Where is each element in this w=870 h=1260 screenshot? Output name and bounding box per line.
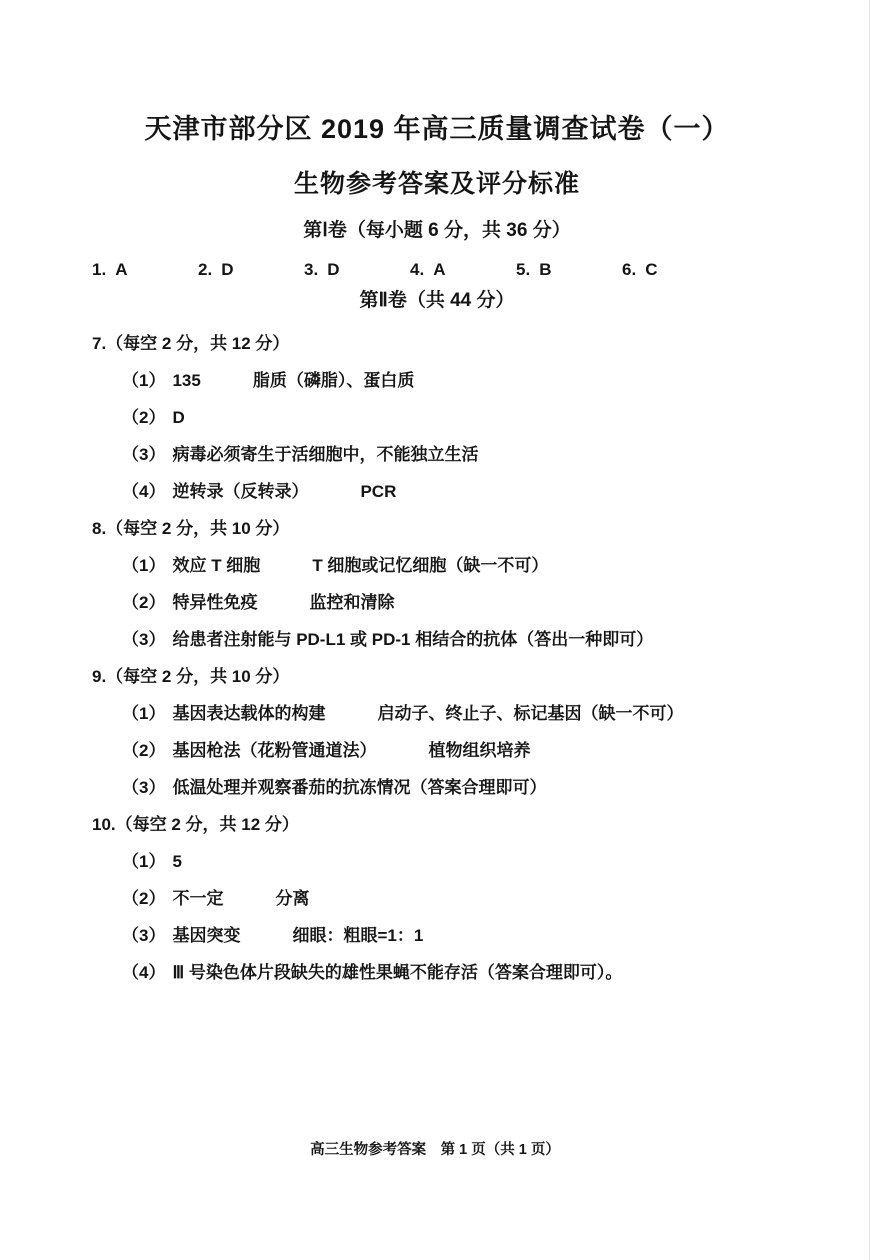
question-block — [92, 517, 782, 651]
mcq-answer — [516, 258, 622, 282]
mcq-choice: A — [115, 260, 128, 279]
answer-line — [122, 887, 782, 910]
answer-blank-label: （3） — [122, 445, 166, 464]
mcq-answer — [410, 258, 516, 282]
answer-blank-label: （1） — [122, 371, 166, 390]
answer-text: 135 — [172, 371, 201, 390]
answer-blank-label: （2） — [122, 741, 166, 760]
mcq-number: 6. — [622, 260, 637, 279]
mcq-number: 3. — [304, 260, 319, 279]
answer-line — [122, 739, 782, 762]
answer-text: 效应 T 细胞 — [172, 556, 261, 575]
mcq-answer — [304, 258, 410, 282]
question-header: 9.（每空 2 分，共 10 分） — [92, 667, 290, 686]
answer-text: PCR — [360, 482, 397, 501]
section-1-heading: 第Ⅰ卷（每小题 6 分，共 36 分） — [303, 220, 571, 241]
answer-blank-label: （2） — [122, 408, 166, 427]
question-block — [92, 813, 782, 984]
answer-text: T 细胞或记忆细胞（缺一不可） — [312, 556, 549, 575]
mcq-choice: D — [327, 260, 340, 279]
answer-blank-label: （1） — [122, 704, 166, 723]
questions — [92, 332, 782, 984]
section-2-heading: 第Ⅱ卷（共 44 分） — [359, 290, 515, 311]
answer-text: 细眼：粗眼=1：1 — [292, 926, 424, 945]
answer-line — [122, 591, 782, 614]
answer-text: 脂质（磷脂）、蛋白质 — [252, 371, 415, 390]
answer-line — [122, 554, 782, 577]
mcq-number: 5. — [516, 260, 531, 279]
answer-line — [122, 443, 782, 466]
answer-line — [122, 776, 782, 799]
answer-text: 启动子、终止子、标记基因（缺一不可） — [377, 704, 684, 723]
question-block — [92, 665, 782, 799]
question-block — [92, 332, 782, 503]
mcq-number: 1. — [92, 260, 107, 279]
answer-blank-label: （2） — [122, 593, 166, 612]
mcq-choice: C — [645, 260, 658, 279]
question-header: 7.（每空 2 分，共 12 分） — [92, 334, 290, 353]
answer-line — [122, 924, 782, 947]
answer-text: 低温处理并观察番茄的抗冻情况（答案合理即可） — [172, 778, 547, 797]
answer-text: 不一定 — [172, 889, 224, 908]
answer-blank-label: （1） — [122, 852, 166, 871]
answer-line — [122, 406, 782, 429]
answer-line — [122, 850, 782, 873]
mcq-choice: B — [539, 260, 552, 279]
answer-text: 分离 — [275, 889, 310, 908]
answer-text: 给患者注射能与 PD-L1 或 PD-1 相结合的抗体（答出一种即可） — [172, 630, 654, 649]
answer-blank-label: （3） — [122, 926, 166, 945]
answer-text: 植物组织培养 — [428, 741, 531, 760]
mcq-choice: D — [221, 260, 234, 279]
mcq-answer — [198, 258, 304, 282]
answer-text: 基因枪法（花粉管通道法） — [172, 741, 377, 760]
answer-line — [122, 480, 782, 503]
answer-text: 5 — [172, 852, 182, 871]
answer-text: 病毒必须寄生于活细胞中，不能独立生活 — [172, 445, 479, 464]
mcq-number: 2. — [198, 260, 213, 279]
answer-blank-label: （4） — [122, 963, 166, 982]
mcq-choice: A — [433, 260, 446, 279]
page-footer: 高三生物参考答案 第 1 页（共 1 页） — [310, 1142, 560, 1158]
answer-text: 基因表达载体的构建 — [172, 704, 326, 723]
question-header: 10.（每空 2 分，共 12 分） — [92, 815, 299, 834]
answer-text: Ⅲ 号染色体片段缺失的雄性果蝇不能存活（答案合理即可）。 — [172, 963, 623, 982]
mcq-answer-row — [92, 258, 782, 282]
mcq-answer — [622, 258, 728, 282]
answer-text: 监控和清除 — [309, 593, 395, 612]
answer-line — [122, 369, 782, 392]
answer-line — [122, 702, 782, 725]
exam-title: 天津市部分区 2019 年高三质量调查试卷（一） — [144, 114, 730, 144]
question-header: 8.（每空 2 分，共 10 分） — [92, 519, 290, 538]
mcq-number: 4. — [410, 260, 425, 279]
answer-blank-label: （3） — [122, 778, 166, 797]
answer-text: 逆转录（反转录） — [172, 482, 309, 501]
answer-blank-label: （4） — [122, 482, 166, 501]
answer-blank-label: （2） — [122, 889, 166, 908]
answer-blank-label: （3） — [122, 630, 166, 649]
answer-line — [122, 628, 782, 651]
answer-text: 特异性免疫 — [172, 593, 258, 612]
answer-text: 基因突变 — [172, 926, 241, 945]
mcq-answer — [92, 258, 198, 282]
answer-key-subtitle: 生物参考答案及评分标准 — [293, 170, 580, 198]
answer-blank-label: （1） — [122, 556, 166, 575]
answer-text: D — [172, 408, 185, 427]
answer-line — [122, 961, 782, 984]
